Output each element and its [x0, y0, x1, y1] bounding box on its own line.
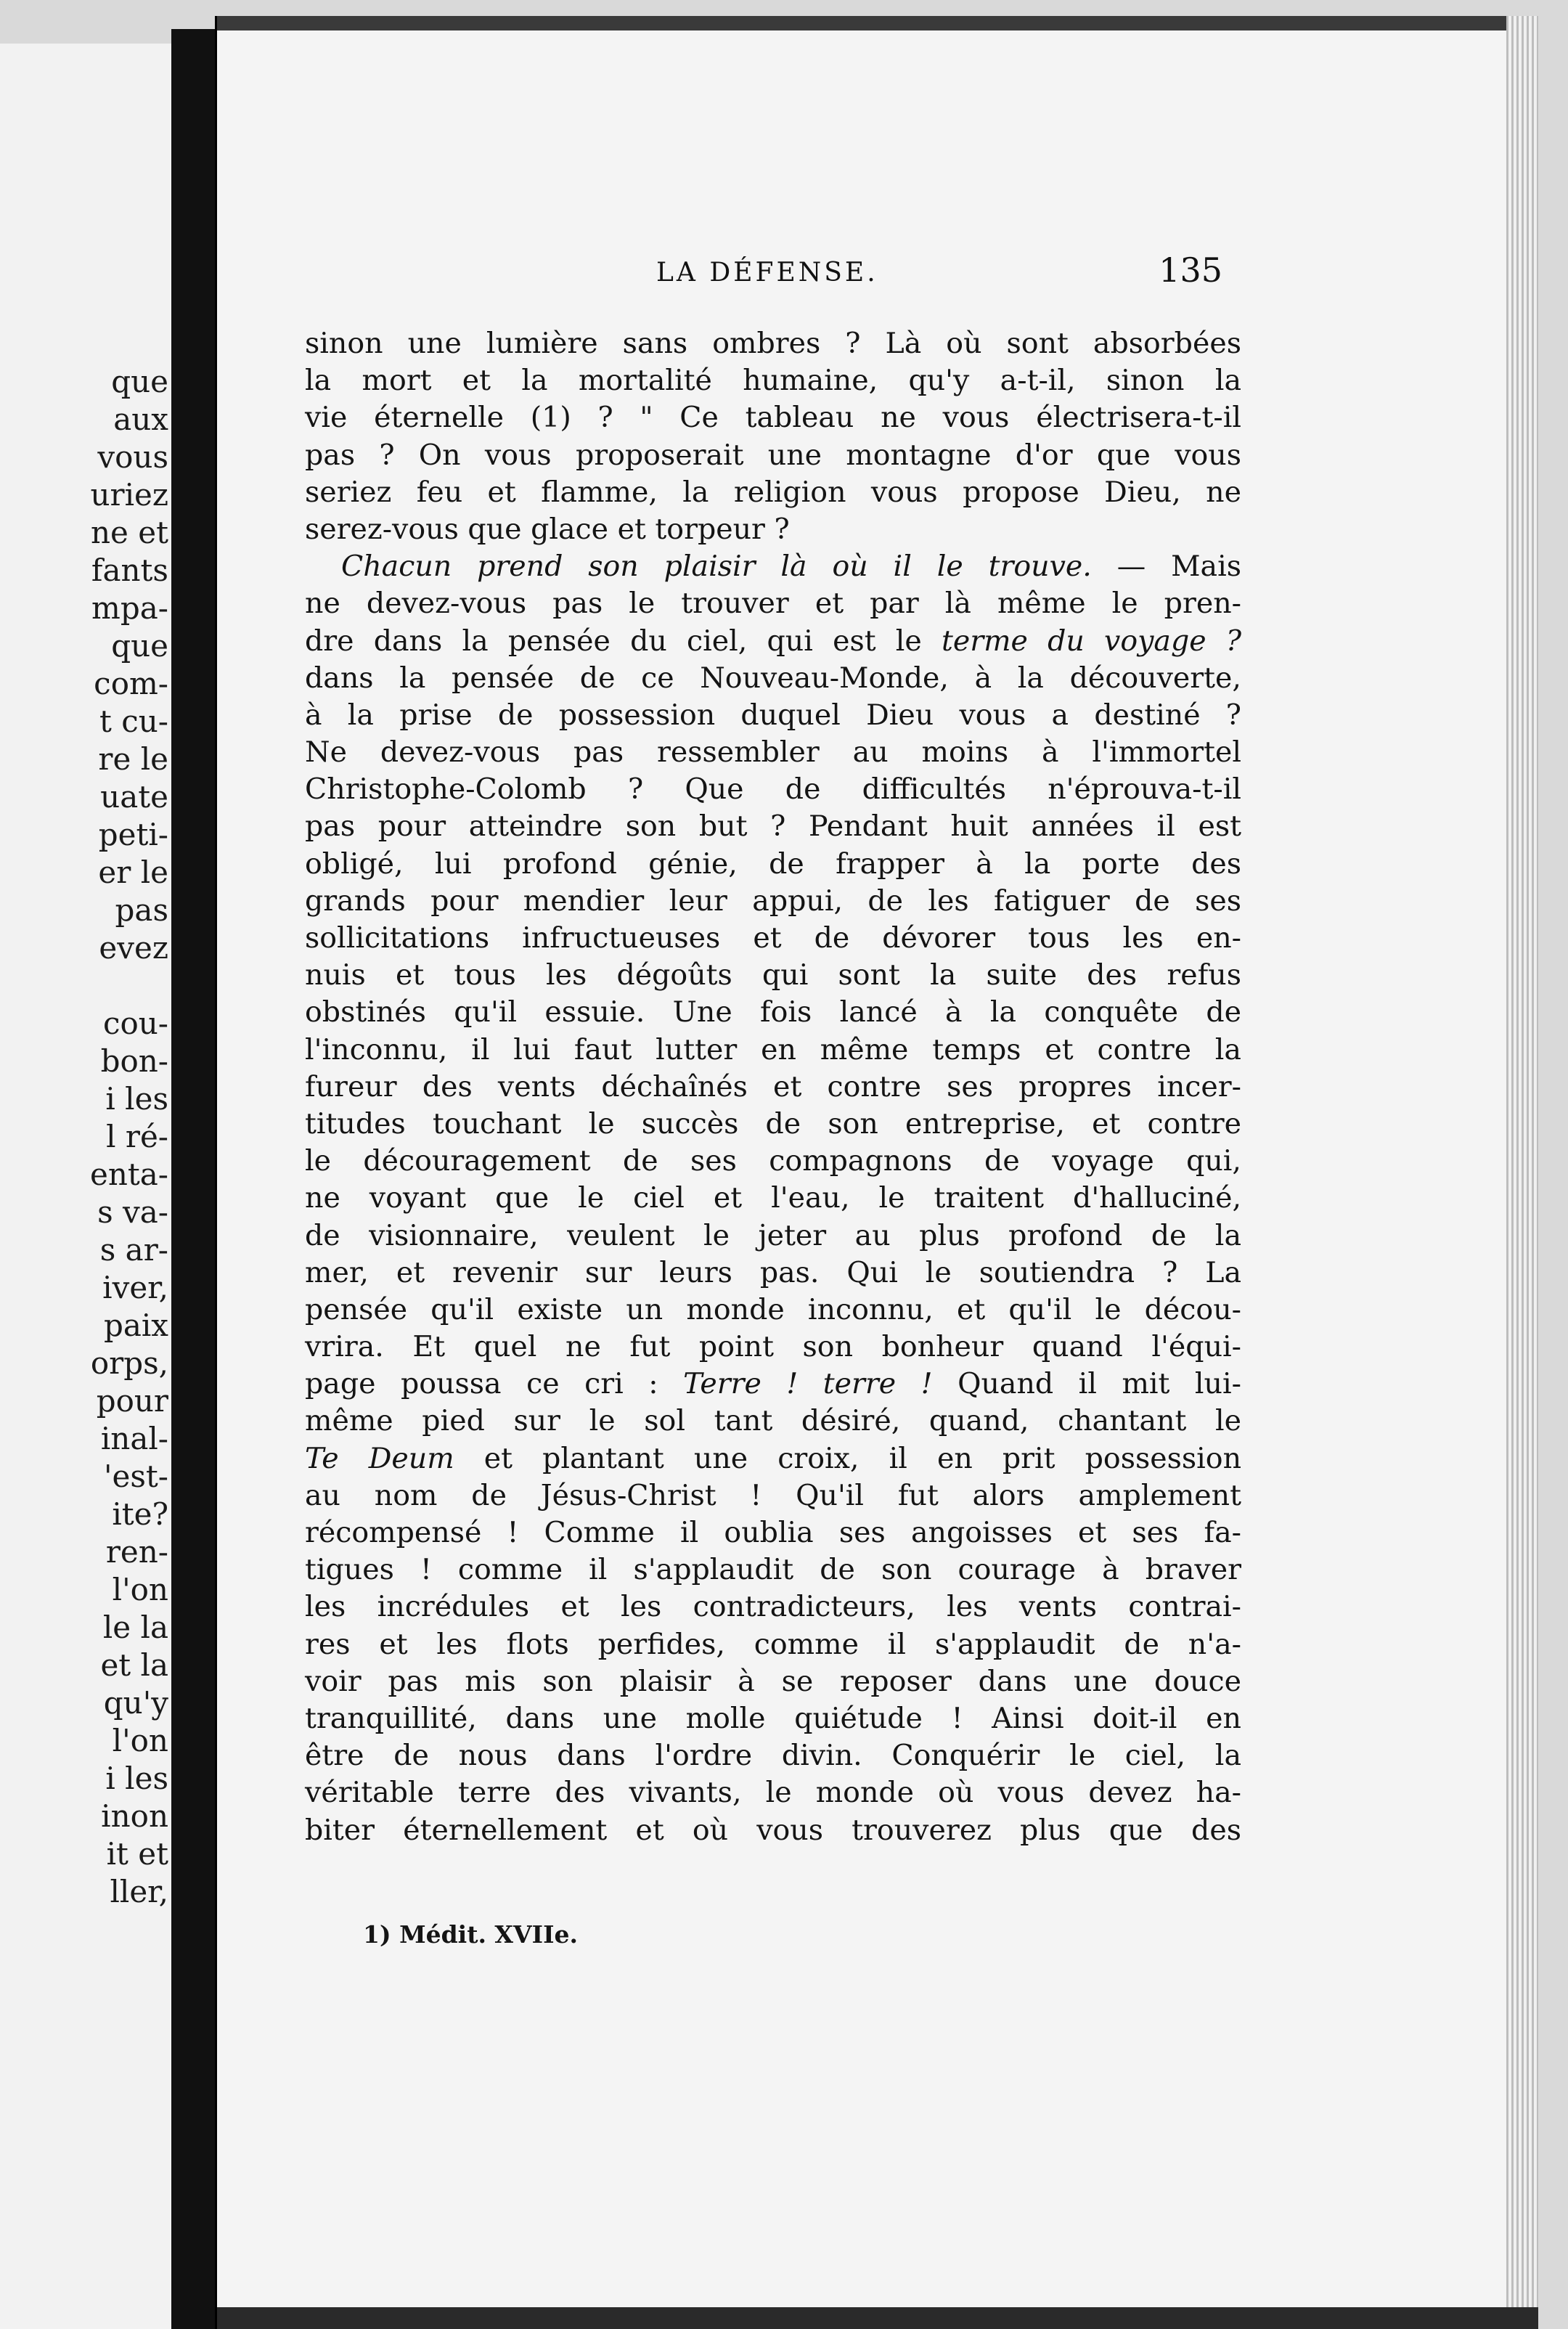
text-line: titudes touchant le succès de son entreprise, et contre: [305, 1106, 1241, 1141]
left-page-fragment: inon: [101, 1798, 168, 1834]
left-page-fragment: s va-: [97, 1194, 168, 1230]
text-line: le découragement de ses compagnons de voyage qui,: [305, 1144, 1241, 1178]
text-line: tigues ! comme il s'applaudit de son courage à braver: [305, 1553, 1241, 1587]
text-line: récompensé ! Comme il oublia ses angoisses et ses fa-: [305, 1516, 1241, 1549]
text-line: vrira. Et quel ne fut point son bonheur quand l'équi-: [305, 1330, 1241, 1364]
left-page-fragment: t cu-: [99, 703, 168, 739]
left-page-fragment: et la: [100, 1647, 168, 1683]
text-line: être de nous dans l'ordre divin. Conquérir le ciel, la: [305, 1739, 1241, 1773]
left-page-fragment: mpa-: [91, 590, 168, 626]
left-page-fragment: i les: [105, 1761, 168, 1796]
left-page-fragment: [0, 967, 168, 1005]
left-page-fragment: fants: [91, 552, 168, 588]
text-line: [305, 1366, 1241, 1403]
left-page-fragment: peti-: [98, 817, 168, 852]
text-line: [305, 1440, 1241, 1477]
text-line: de visionnaire, veulent le jeter au plus profond de la: [305, 1218, 1241, 1252]
text-line: à la prise de possession duquel Dieu vous a destiné ?: [305, 698, 1241, 732]
left-page-fragment: l ré-: [106, 1119, 168, 1154]
text-line: serez-vous que glace et torpeur ?: [305, 512, 790, 546]
text-line: grands pour mendier leur appui, de les fatiguer de ses: [305, 884, 1241, 918]
text-line: nuis et tous les dégoûts qui sont la suite des refus: [305, 958, 1241, 992]
text-line: Christophe-Colomb ? Que de difficultés n'éprouva-t-il: [305, 772, 1241, 807]
text-run: page poussa ce cri :: [305, 1367, 684, 1401]
text-line: [305, 548, 1241, 585]
left-page-fragment: inal-: [100, 1421, 168, 1456]
text-line: seriez feu et flamme, la religion vous propose Dieu, ne: [305, 475, 1241, 509]
text-line: biter éternellement et où vous trouverez plus que des: [305, 1813, 1241, 1847]
body-text: [305, 325, 1241, 1849]
italic-phrase: Terre ! terre !: [683, 1367, 933, 1401]
left-page-fragment: bon-: [100, 1043, 168, 1079]
left-page-fragment: ller,: [110, 1874, 168, 1909]
text-line: Ne devez-vous pas ressembler au moins à l'immortel: [305, 735, 1241, 770]
left-page-fragment: it et: [106, 1836, 168, 1872]
text-line: obstinés qu'il essuie. Une fois lancé à la conquête de: [305, 995, 1241, 1029]
left-page-fragment: orps,: [90, 1345, 168, 1381]
footnote: 1) Médit. XVIIe.: [363, 1920, 578, 1949]
text-line: au nom de Jésus-Christ ! Qu'il fut alors amplement: [305, 1478, 1241, 1512]
left-page-fragment: le la: [102, 1610, 168, 1645]
left-page-fragment: qu'y: [103, 1685, 168, 1721]
left-page-fragment: s ar-: [99, 1232, 168, 1268]
left-page-fragment: pour: [96, 1383, 168, 1419]
text-line: sollicitations infructueuses et de dévorer tous les en-: [305, 921, 1241, 955]
left-page-fragment: i les: [105, 1081, 168, 1117]
left-page-fragment: com-: [94, 666, 168, 701]
italic-phrase: Te Deum: [305, 1441, 454, 1475]
page-edge: [1506, 16, 1538, 2329]
text-line: obligé, lui profond génie, de frapper à la porte des: [305, 847, 1241, 881]
running-title: LA DÉFENSE.: [656, 258, 878, 287]
text-line: ne voyant que le ciel et l'eau, le traitent d'halluciné,: [305, 1181, 1241, 1215]
text-run: et plantant une croix, il en prit possession: [454, 1441, 1242, 1475]
text-line: dans la pensée de ce Nouveau-Monde, à la découverte,: [305, 661, 1241, 695]
left-facing-page: [0, 44, 174, 2329]
text-line: vie éternelle (1) ? " Ce tableau ne vous électrisera-t-il: [305, 401, 1241, 435]
bottom-shadow: [217, 2307, 1538, 2329]
text-line: même pied sur le sol tant désiré, quand, chantant le: [305, 1404, 1241, 1438]
left-page-fragment: l'on: [112, 1723, 168, 1758]
text-run: Quand il mit lui-: [932, 1367, 1241, 1401]
text-run: dre dans la pensée du ciel, qui est le: [305, 624, 942, 658]
left-page-fragment: ne et: [91, 515, 168, 550]
running-head: [438, 250, 1222, 309]
italic-phrase: terme du voyage ?: [941, 624, 1241, 658]
text-line: res et les flots perfides, comme il s'applaudit de n'a-: [305, 1627, 1241, 1661]
left-page-fragment: l'on: [112, 1572, 168, 1607]
left-page-fragment: ite?: [112, 1496, 168, 1532]
left-page-fragment: paix: [103, 1308, 168, 1343]
left-page-fragment: re le: [98, 741, 168, 777]
text-line: sinon une lumière sans ombres ? Là où sont absorbées: [305, 327, 1241, 360]
text-line: la mort et la mortalité humaine, qu'y a-t-il, sinon la: [305, 364, 1241, 398]
left-page-fragment: cou-: [102, 1006, 168, 1041]
text-line: l'inconnu, il lui faut lutter en même temps et contre la: [305, 1032, 1241, 1066]
text-line: mer, et revenir sur leurs pas. Qui le soutiendra ? La: [305, 1255, 1241, 1289]
text-line: voir pas mis son plaisir à se reposer dans une douce: [305, 1664, 1241, 1698]
text-line: pas ? On vous proposerait une montagne d'or que vous: [305, 438, 1241, 472]
left-page-fragment: uate: [100, 779, 168, 815]
left-page-fragment: evez: [99, 930, 168, 966]
left-page-fragment: vous: [97, 439, 168, 475]
italic-phrase: Chacun prend son plaisir là où il le trouve.: [341, 550, 1092, 584]
text-line: pas pour atteindre son but ? Pendant huit années il est: [305, 809, 1241, 844]
page-number: 135: [1159, 250, 1222, 290]
text-line: véritable terre des vivants, le monde où vous devez ha-: [305, 1776, 1241, 1810]
left-page-fragment: enta-: [89, 1157, 168, 1192]
left-page-fragment: que: [111, 364, 168, 399]
left-page-fragment: iver,: [102, 1270, 168, 1305]
book-gutter: [171, 29, 215, 2329]
left-page-fragment: que: [111, 628, 168, 664]
text-line: les incrédules et les contradicteurs, les vents contrai-: [305, 1590, 1241, 1624]
text-line: [305, 623, 1241, 660]
left-page-fragment: er le: [98, 854, 168, 890]
left-page-fragment: pas: [115, 892, 168, 928]
text-line: tranquillité, dans une molle quiétude ! Ainsi doit-il en: [305, 1701, 1241, 1735]
text-line: fureur des vents déchaînés et contre ses propres incer-: [305, 1069, 1241, 1104]
left-page-fragment: 'est-: [103, 1459, 168, 1494]
top-shadow: [217, 16, 1538, 30]
left-page-fragment: uriez: [90, 477, 168, 513]
left-page-text-fragments: [0, 363, 168, 1911]
text-line: pensée qu'il existe un monde inconnu, et qu'il le décou-: [305, 1292, 1241, 1326]
left-page-fragment: ren-: [105, 1534, 168, 1570]
text-line: ne devez-vous pas le trouver et par là même le pren-: [305, 587, 1241, 621]
text-run: — Mais: [1091, 550, 1241, 584]
left-page-fragment: aux: [113, 401, 168, 437]
